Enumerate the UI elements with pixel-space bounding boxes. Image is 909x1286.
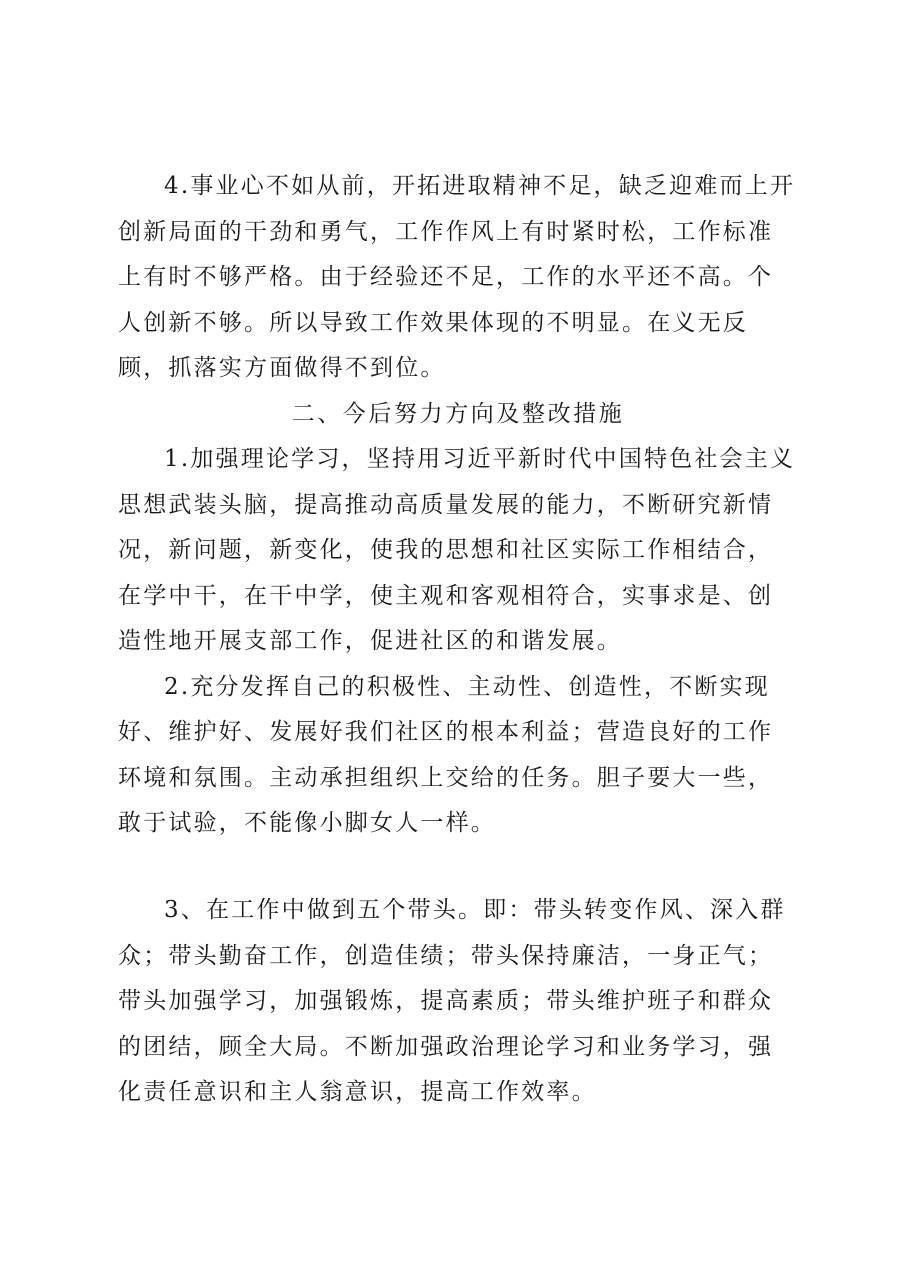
measure-item-1: 1.加强理论学习，坚持用习近平新时代中国特色社会主义思想武装头脑，提高推动高质量发展的能力，不断研究新情况，新问题，新变化，使我的思想和社区实际工作相结合，在学中干，在干中学，使主观和客观相符合，实事求是、创造性地开展支部工作，促进社区的和谐发展。 [118, 446, 796, 654]
body-text-upper [118, 164, 798, 847]
paragraph-item-4: 4.事业心不如从前，开拓进取精神不足，缺乏迎难而上开创新局面的干劲和勇气，工作作风上有时紧时松，工作标准上有时不够严格。由于经验还不足，工作的水平还不高。个人创新不够。所以导致工作效果体现的不明显。在义无反顾，抓落实方面做得不到位。 [118, 173, 796, 381]
body-text-lower [118, 888, 798, 1116]
section-heading: 二、今后努力方向及整改措施 [291, 400, 625, 427]
measure-item-2: 2.充分发挥自己的积极性、主动性、创造性，不断实现好、维护好、发展好我们社区的根本利益；营造良好的工作环境和氛围。主动承担组织上交给的任务。胆子要大一些，敢于试验，不能像小脚女人一样。 [118, 673, 774, 836]
measure-item-3: 3、在工作中做到五个带头。即：带头转变作风、深入群众；带头勤奋工作，创造佳绩；带头保持廉洁，一身正气；带头加强学习，加强锻炼，提高素质；带头维护班子和群众的团结，顾全大局。不断加强政治理论学习和业务学习，强化责任意识和主人翁意识，提高工作效率。 [118, 897, 786, 1105]
